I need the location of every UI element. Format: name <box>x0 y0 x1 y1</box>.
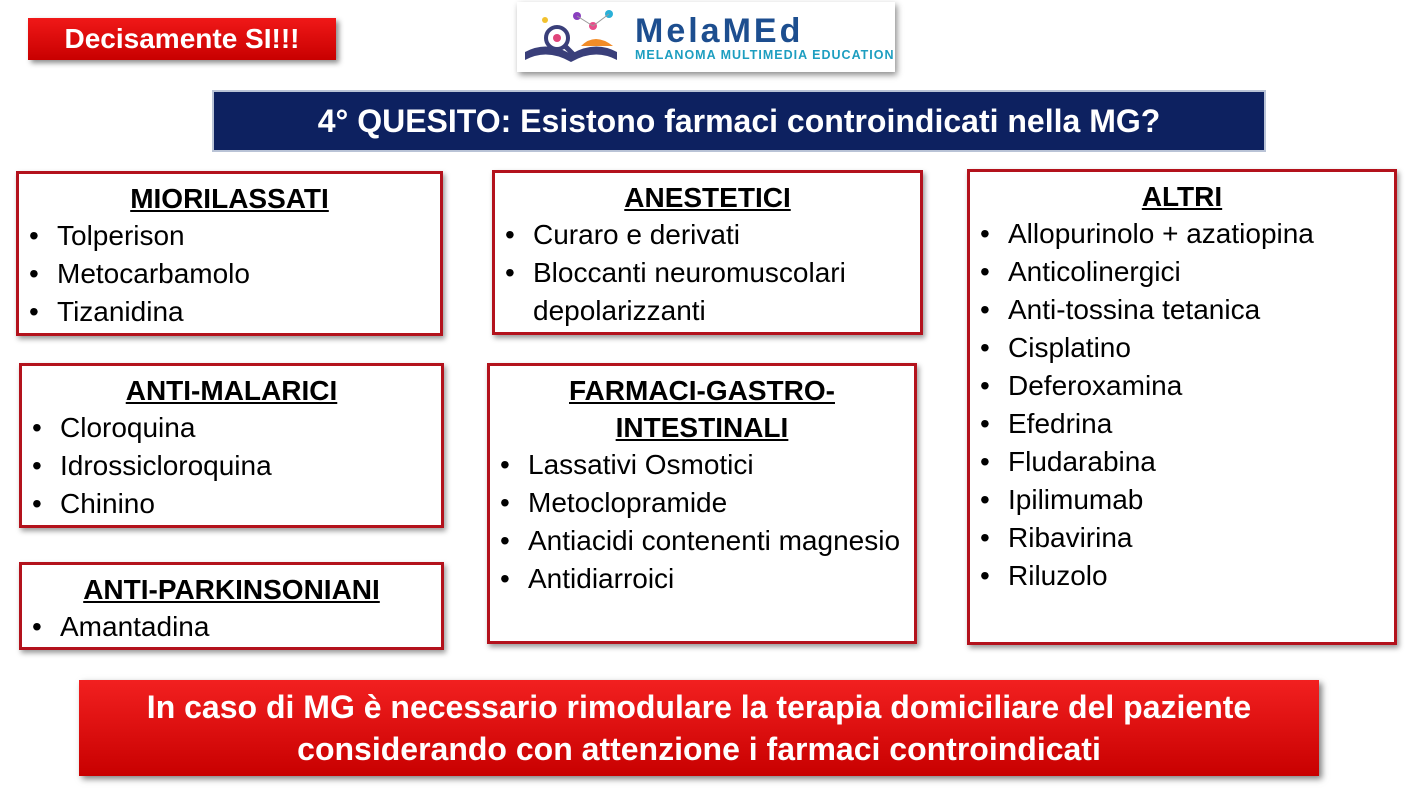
list-item: • Allopurinolo + azatiopina <box>970 215 1394 253</box>
box-title: ANTI-PARKINSONIANI <box>83 574 380 605</box>
melamed-logo <box>517 2 895 72</box>
list-item: • Metoclopramide <box>490 484 914 522</box>
list-item: • Antidiarroici <box>490 560 914 598</box>
list-item: • Anticolinergici <box>970 253 1394 291</box>
box-title: FARMACI-GASTRO-INTESTINALI <box>569 375 835 443</box>
list-item: • Idrossicloroquina <box>22 447 441 485</box>
list-item: • Chinino <box>22 485 441 523</box>
box-anestetici <box>492 170 923 335</box>
box-title: ANESTETICI <box>624 182 791 213</box>
logo-name: MelaMEd <box>635 12 804 50</box>
list-item: • Anti-tossina tetanica <box>970 291 1394 329</box>
question-title: 4° QUESITO: Esistono farmaci controindicati nella MG? <box>212 90 1266 152</box>
box-antiparkinsoniani <box>19 562 444 650</box>
list-item: • Metocarbamolo <box>19 255 440 293</box>
list-item: • Antiacidi contenenti magnesio <box>490 522 914 560</box>
list-item: • Ribavirina <box>970 519 1394 557</box>
conclusion-banner: In caso di MG è necessario rimodulare la terapia domiciliare del paziente considerando con attenzione i farmaci controindicati <box>79 680 1319 776</box>
box-title: MIORILASSATI <box>130 183 329 214</box>
list-item: • Ipilimumab <box>970 481 1394 519</box>
list-item: • Amantadina <box>22 608 441 646</box>
box-antimalarici <box>19 363 444 528</box>
list-item: • Lassativi Osmotici <box>490 446 914 484</box>
list-item: • Bloccanti neuromuscolari depolarizzanti <box>495 254 920 330</box>
list-item: • Deferoxamina <box>970 367 1394 405</box>
box-gastro <box>487 363 917 644</box>
list-item: • Cloroquina <box>22 409 441 447</box>
list-item: • Riluzolo <box>970 557 1394 595</box>
list-item: • Tolperison <box>19 217 440 255</box>
list-item: • Efedrina <box>970 405 1394 443</box>
list-item: • Cisplatino <box>970 329 1394 367</box>
box-altri <box>967 169 1397 645</box>
verdict-badge: Decisamente SI!!! <box>28 18 336 60</box>
list-item: • Tizanidina <box>19 293 440 331</box>
logo-graphic-icon <box>517 2 635 72</box>
list-item: • Curaro e derivati <box>495 216 920 254</box>
box-title: ANTI-MALARICI <box>125 375 338 406</box>
box-miorilassati <box>16 171 443 336</box>
box-title: ALTRI <box>1141 181 1223 212</box>
list-item: • Fludarabina <box>970 443 1394 481</box>
logo-subtitle: MELANOMA MULTIMEDIA EDUCATION <box>635 48 895 62</box>
